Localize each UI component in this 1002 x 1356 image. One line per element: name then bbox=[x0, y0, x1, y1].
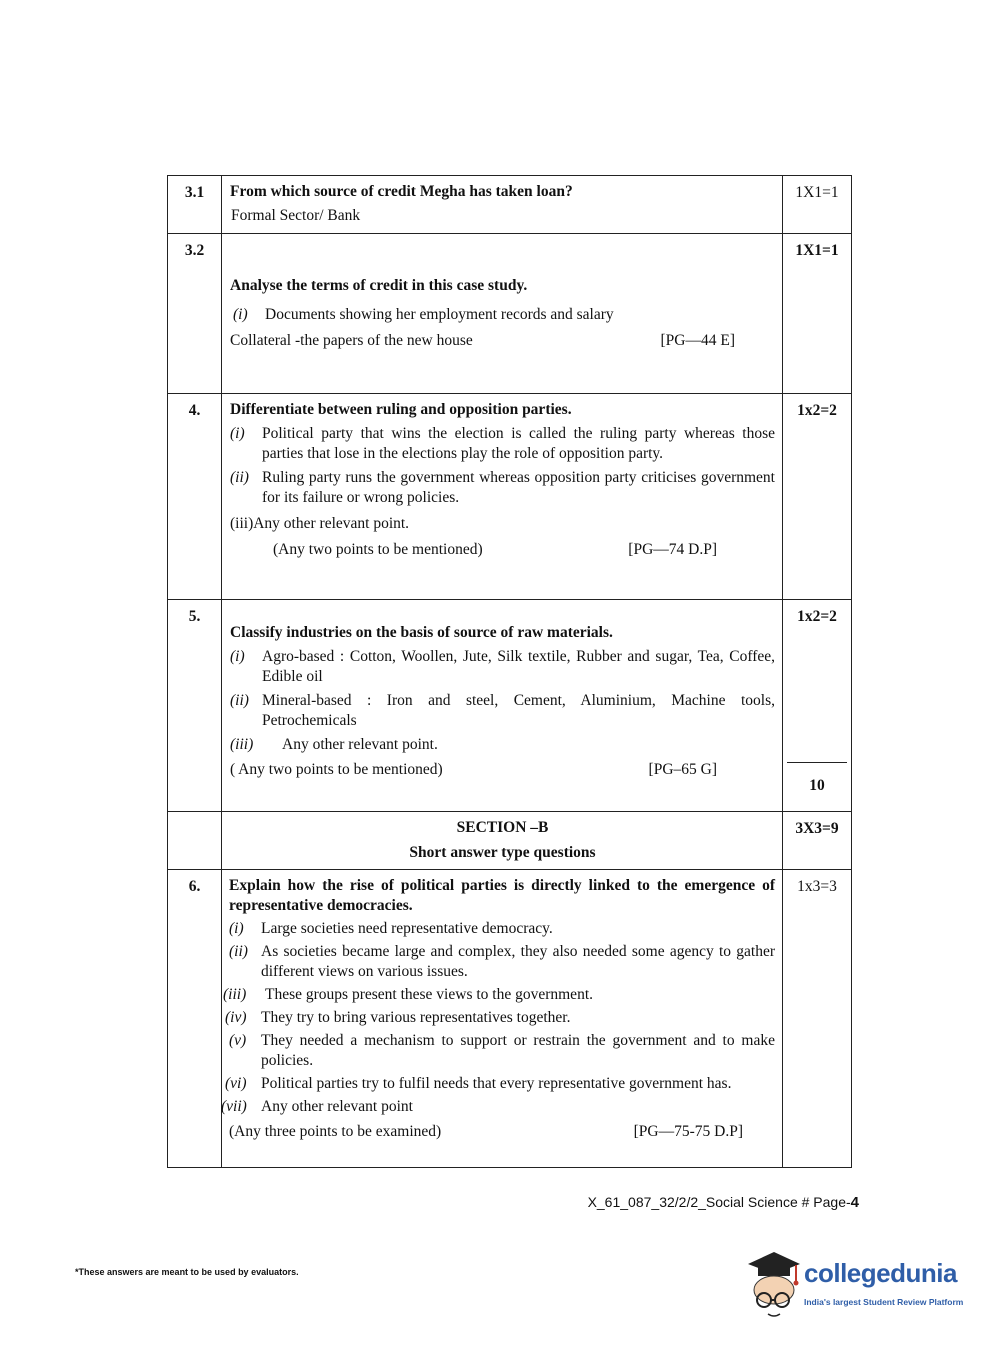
brand-tagline: India's largest Student Review Platform bbox=[804, 1297, 964, 1307]
total-divider bbox=[787, 762, 847, 763]
question-text: From which source of credit Megha has taken loan? bbox=[230, 183, 573, 200]
page-footer bbox=[588, 1194, 859, 1211]
page-reference: [PG–65 G] bbox=[648, 761, 717, 778]
point-text: Political party that wins the election is called the ruling party whereas those parties that lose in the elections play the role of opposition party. bbox=[262, 425, 775, 462]
brand-name: collegedunia bbox=[804, 1258, 957, 1288]
point-text: Any other relevant point. bbox=[282, 736, 438, 753]
point-number: (i) bbox=[230, 648, 245, 665]
answer-point bbox=[225, 1074, 775, 1094]
page-reference: [PG—74 D.P] bbox=[628, 541, 717, 558]
marks: 3X3=9 bbox=[795, 820, 839, 837]
point-number: (v) bbox=[229, 1032, 247, 1049]
mascot-icon bbox=[744, 1250, 804, 1320]
point-number: (vi) bbox=[225, 1075, 247, 1092]
answer-point bbox=[221, 1097, 775, 1117]
point-text: Political parties try to fulfil needs that every representative government has. bbox=[261, 1075, 732, 1092]
answer-point bbox=[230, 468, 775, 508]
points-note: (Any three points to be examined) bbox=[229, 1123, 442, 1140]
point-text: Agro-based : Cotton, Woollen, Jute, Silk textile, Rubber and sugar, Tea, Coffee, Edible oil bbox=[262, 648, 775, 685]
point-number: (iv) bbox=[225, 1009, 247, 1026]
answer-point bbox=[230, 691, 775, 731]
points-note: (Any two points to be mentioned) bbox=[273, 541, 483, 558]
point-text: As societies became large and complex, they also needed some agency to gather different views on various issues. bbox=[261, 943, 775, 980]
document-code: X_61_087_32/2/2_Social Science # Page- bbox=[587, 1194, 851, 1210]
question-text: Classify industries on the basis of source of raw materials. bbox=[230, 624, 613, 641]
answer-text: Formal Sector/ Bank bbox=[231, 207, 361, 224]
marks: 1X1=1 bbox=[795, 242, 839, 259]
point-text: They try to bring various representatives together. bbox=[261, 1009, 571, 1026]
point-text: Mineral-based : Iron and steel, Cement, Aluminium, Machine tools, Petrochemicals bbox=[262, 692, 775, 729]
marks: 1x2=2 bbox=[797, 608, 837, 625]
answer-point bbox=[229, 942, 775, 982]
point-text: They needed a mechanism to support or restrain the government and to make policies. bbox=[261, 1032, 775, 1069]
point-number: (ii) bbox=[230, 469, 249, 486]
point-text: These groups present these views to the government. bbox=[265, 986, 593, 1003]
points-note: ( Any two points to be mentioned) bbox=[230, 761, 443, 778]
point-number: (i) bbox=[229, 920, 244, 937]
table-row bbox=[168, 176, 852, 234]
page-number: 4 bbox=[850, 1194, 859, 1211]
question-text: Analyse the terms of credit in this case study. bbox=[230, 277, 528, 294]
table-row bbox=[168, 234, 852, 394]
point-number: (ii) bbox=[229, 943, 248, 960]
point-text: Any other relevant point bbox=[261, 1098, 413, 1115]
point-number: (i) bbox=[230, 425, 245, 442]
table-row bbox=[168, 870, 852, 1168]
marks: 1X1=1 bbox=[795, 184, 839, 201]
answer-point bbox=[229, 919, 775, 939]
answer-point bbox=[230, 647, 775, 687]
answer-point bbox=[225, 1008, 775, 1028]
answer-point bbox=[229, 1031, 775, 1071]
answer-point bbox=[230, 735, 775, 755]
table-row bbox=[168, 600, 852, 812]
table-row bbox=[168, 812, 852, 870]
answer-point bbox=[230, 424, 775, 464]
question-number: 3.1 bbox=[184, 184, 205, 201]
collegedunia-logo bbox=[744, 1250, 974, 1320]
evaluator-note: *These answers are meant to be used by evaluators. bbox=[75, 1267, 299, 1277]
point-text: Documents showing her employment records and salary bbox=[265, 306, 614, 323]
question-text: Differentiate between ruling and opposition parties. bbox=[230, 401, 572, 418]
point-number: (i) bbox=[233, 306, 248, 323]
marks: 1x2=2 bbox=[797, 402, 837, 419]
point-number: (ii) bbox=[230, 692, 249, 709]
question-number: 6. bbox=[188, 878, 201, 895]
table-row bbox=[168, 394, 852, 600]
section-title: SECTION –B bbox=[456, 819, 549, 836]
page-reference: [PG—44 E] bbox=[660, 332, 735, 349]
point-text: Large societies need representative democracy. bbox=[261, 920, 553, 937]
point-text: Ruling party runs the government whereas opposition party criticises government for its failure or wrong policies. bbox=[262, 469, 775, 506]
question-text: Explain how the rise of political parties is directly linked to the emergence of representative democracies. bbox=[229, 877, 775, 914]
question-number: 5. bbox=[188, 608, 201, 625]
point-text: Collateral -the papers of the new house bbox=[230, 332, 473, 349]
section-total: 10 bbox=[809, 777, 825, 794]
other-point: (iii)Any other relevant point. bbox=[230, 515, 410, 532]
point-number: (iii) bbox=[230, 736, 254, 753]
point-number: (vii) bbox=[221, 1098, 247, 1115]
page-reference: [PG—75-75 D.P] bbox=[633, 1123, 743, 1140]
marking-scheme-table bbox=[167, 175, 852, 1168]
point-number: (iii) bbox=[223, 986, 247, 1003]
question-number: 3.2 bbox=[184, 242, 205, 259]
answer-point bbox=[223, 985, 775, 1005]
marks: 1x3=3 bbox=[797, 878, 837, 895]
section-subtitle: Short answer type questions bbox=[409, 844, 596, 861]
question-number: 4. bbox=[188, 402, 201, 419]
